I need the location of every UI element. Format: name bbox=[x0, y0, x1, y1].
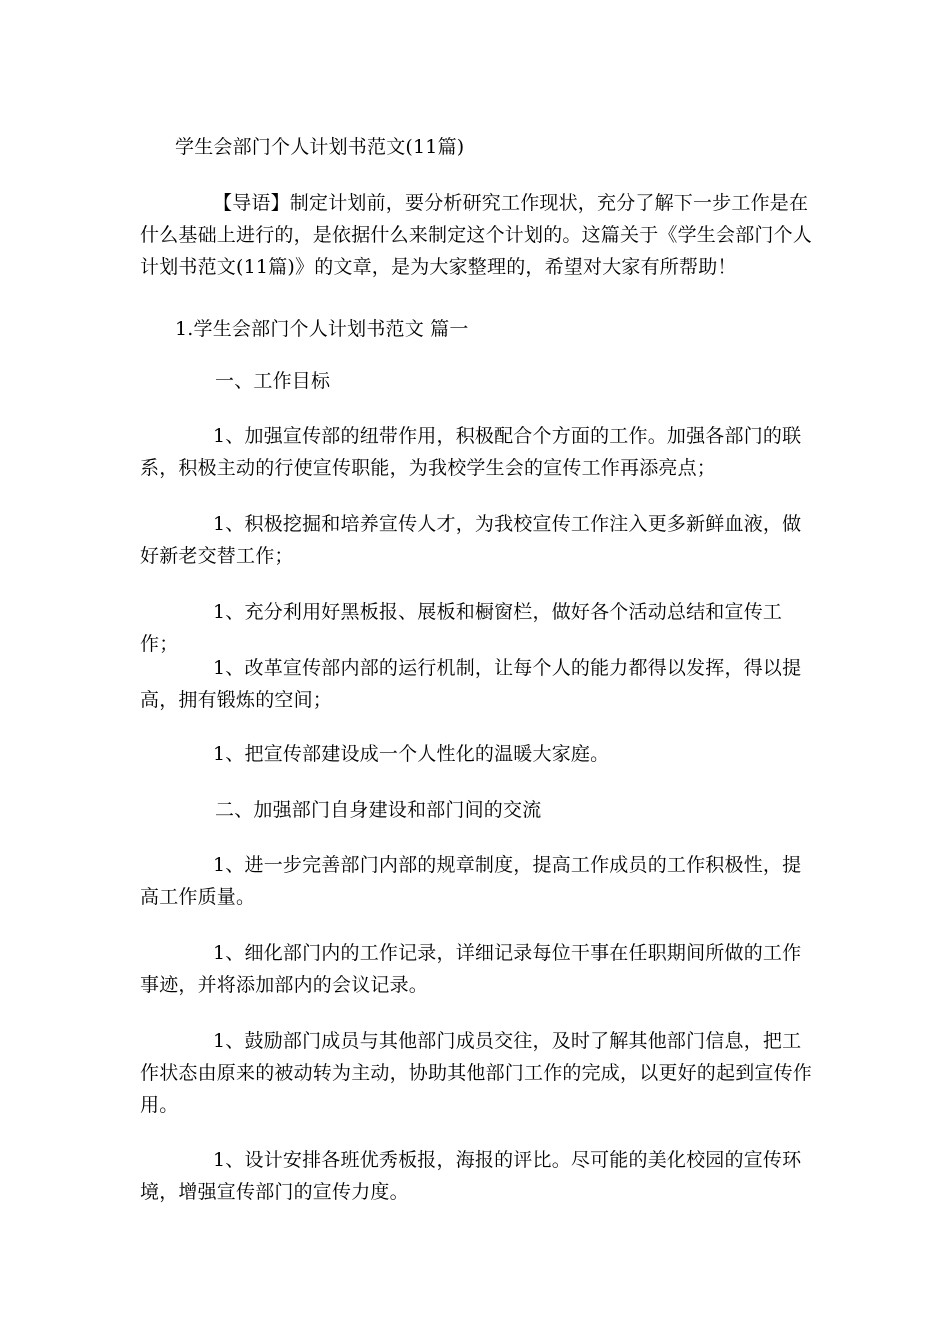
communication-item: 1、进一步完善部门内部的规章制度，提高工作成员的工作积极性，提高工作质量。 bbox=[140, 854, 802, 908]
communication-item: 1、设计安排各班优秀板报，海报的评比。尽可能的美化校园的宣传环境，增强宣传部门的宣传力度。 bbox=[140, 1149, 802, 1203]
document-title: 学生会部门个人计划书范文(11篇) bbox=[175, 136, 465, 158]
intro-paragraph: 【导语】制定计划前，要分析研究工作现状，充分了解下一步工作是在什么基础上进行的，是依据什么来制定这个计划的。这篇关于《学生会部门个人计划书范文(11篇)》的文章，是为大家整理的，希望对大家有所帮助！ bbox=[140, 192, 813, 278]
communication-item: 1、细化部门内的工作记录，详细记录每位干事在任职期间所做的工作事迹，并将添加部内的会议记录。 bbox=[140, 942, 802, 996]
section-heading: 1.学生会部门个人计划书范文 篇一 bbox=[175, 318, 469, 340]
goal-item: 1、积极挖掘和培养宣传人才，为我校宣传工作注入更多新鲜血液，做好新老交替工作； bbox=[140, 513, 802, 567]
goal-item: 1、改革宣传部内部的运行机制，让每个人的能力都得以发挥，得以提高，拥有锻炼的空间； bbox=[140, 657, 802, 711]
part-heading-communication: 二、加强部门自身建设和部门间的交流 bbox=[215, 799, 542, 821]
goal-item: 1、加强宣传部的纽带作用，积极配合个方面的工作。加强各部门的联系，积极主动的行使宣传职能，为我校学生会的宣传工作再添亮点； bbox=[140, 425, 802, 479]
communication-item: 1、鼓励部门成员与其他部门成员交往，及时了解其他部门信息，把工作状态由原来的被动转为主动，协助其他部门工作的完成，以更好的起到宣传作用。 bbox=[140, 1030, 813, 1116]
goal-item: 1、充分利用好黑板报、展板和橱窗栏，做好各个活动总结和宣传工作； bbox=[140, 601, 783, 655]
goal-item: 1、把宣传部建设成一个人性化的温暖大家庭。 bbox=[213, 743, 610, 765]
part-heading-goals: 一、工作目标 bbox=[215, 370, 331, 392]
